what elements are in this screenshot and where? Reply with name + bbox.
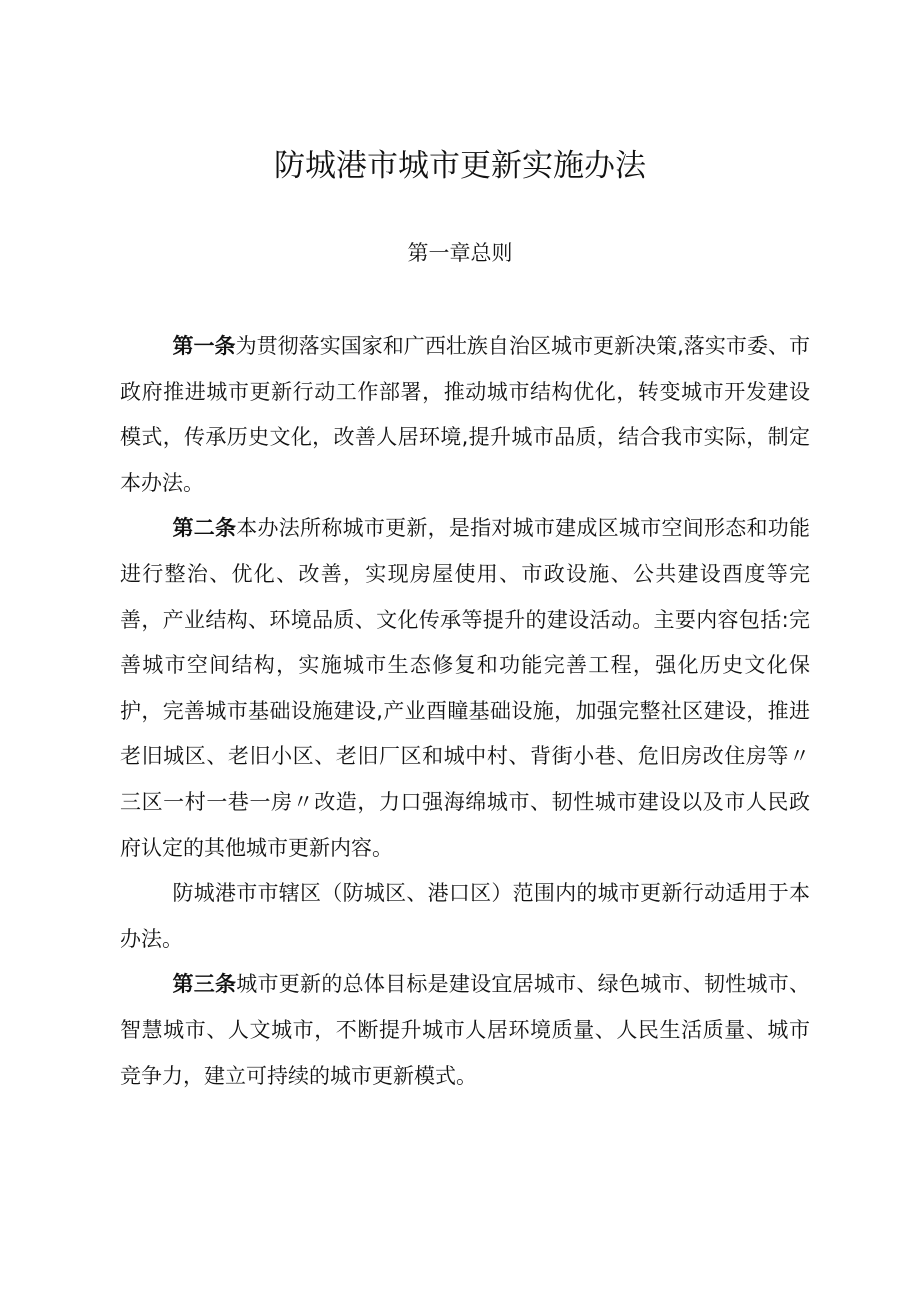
article-2-paragraph [120,506,810,871]
chapter-title: 第一章总则 [407,241,513,265]
scope-paragraph [120,871,810,962]
article-1-label: 第一条 [172,334,236,358]
scope-text: 防城港市市辖区（防城区、港口区）范围内的城市更新行动适用于本办法。 [120,881,810,951]
article-1-paragraph [120,324,810,506]
document-title: 防城港市城市更新实施办法 [274,148,646,184]
document-body [120,324,810,1099]
article-3-label: 第三条 [172,972,237,997]
article-2-text: 本办法所称城市更新，是指对城市建成区城市空间形态和功能进行整治、优化、改善，实现房屋使用、市政设施、公共建设酉度等完善，产业结构、环境品质、文化传承等提升的建设活动。主要内容包括:完善城市空间结构，实施城市生态修复和功能完善工程，强化历史文化保护，完善城市基础设施建设,产业酉瞳基础设施，加强完整社区建设，推进老旧城区、老旧小区、老旧厂区和城中村、背街小巷、危旧房改住房等〃三区一村一巷一房〃改造，力口强海绵城市、韧性城市建设以及市人民政府认定的其他城市更新内容。 [120,516,811,860]
article-2-label: 第二条 [172,516,237,541]
article-1-text: 为贯彻落实国家和广西壮族自治区城市更新决策,落实市委、市政府推进城市更新行动工作部署，推动城市结构优化，转变城市开发建设模式，传承历史文化，改善人居环境,提升城市品质，结合我市实际，制定本办法。 [120,334,810,495]
article-3-paragraph [120,962,810,1099]
article-3-text: 城市更新的总体目标是建设宜居城市、绿色城市、韧性城市、智慧城市、人文城市，不断提升城市人居环境质量、人民生活质量、城市竞争力，建立可持续的城市更新模式。 [120,972,811,1088]
